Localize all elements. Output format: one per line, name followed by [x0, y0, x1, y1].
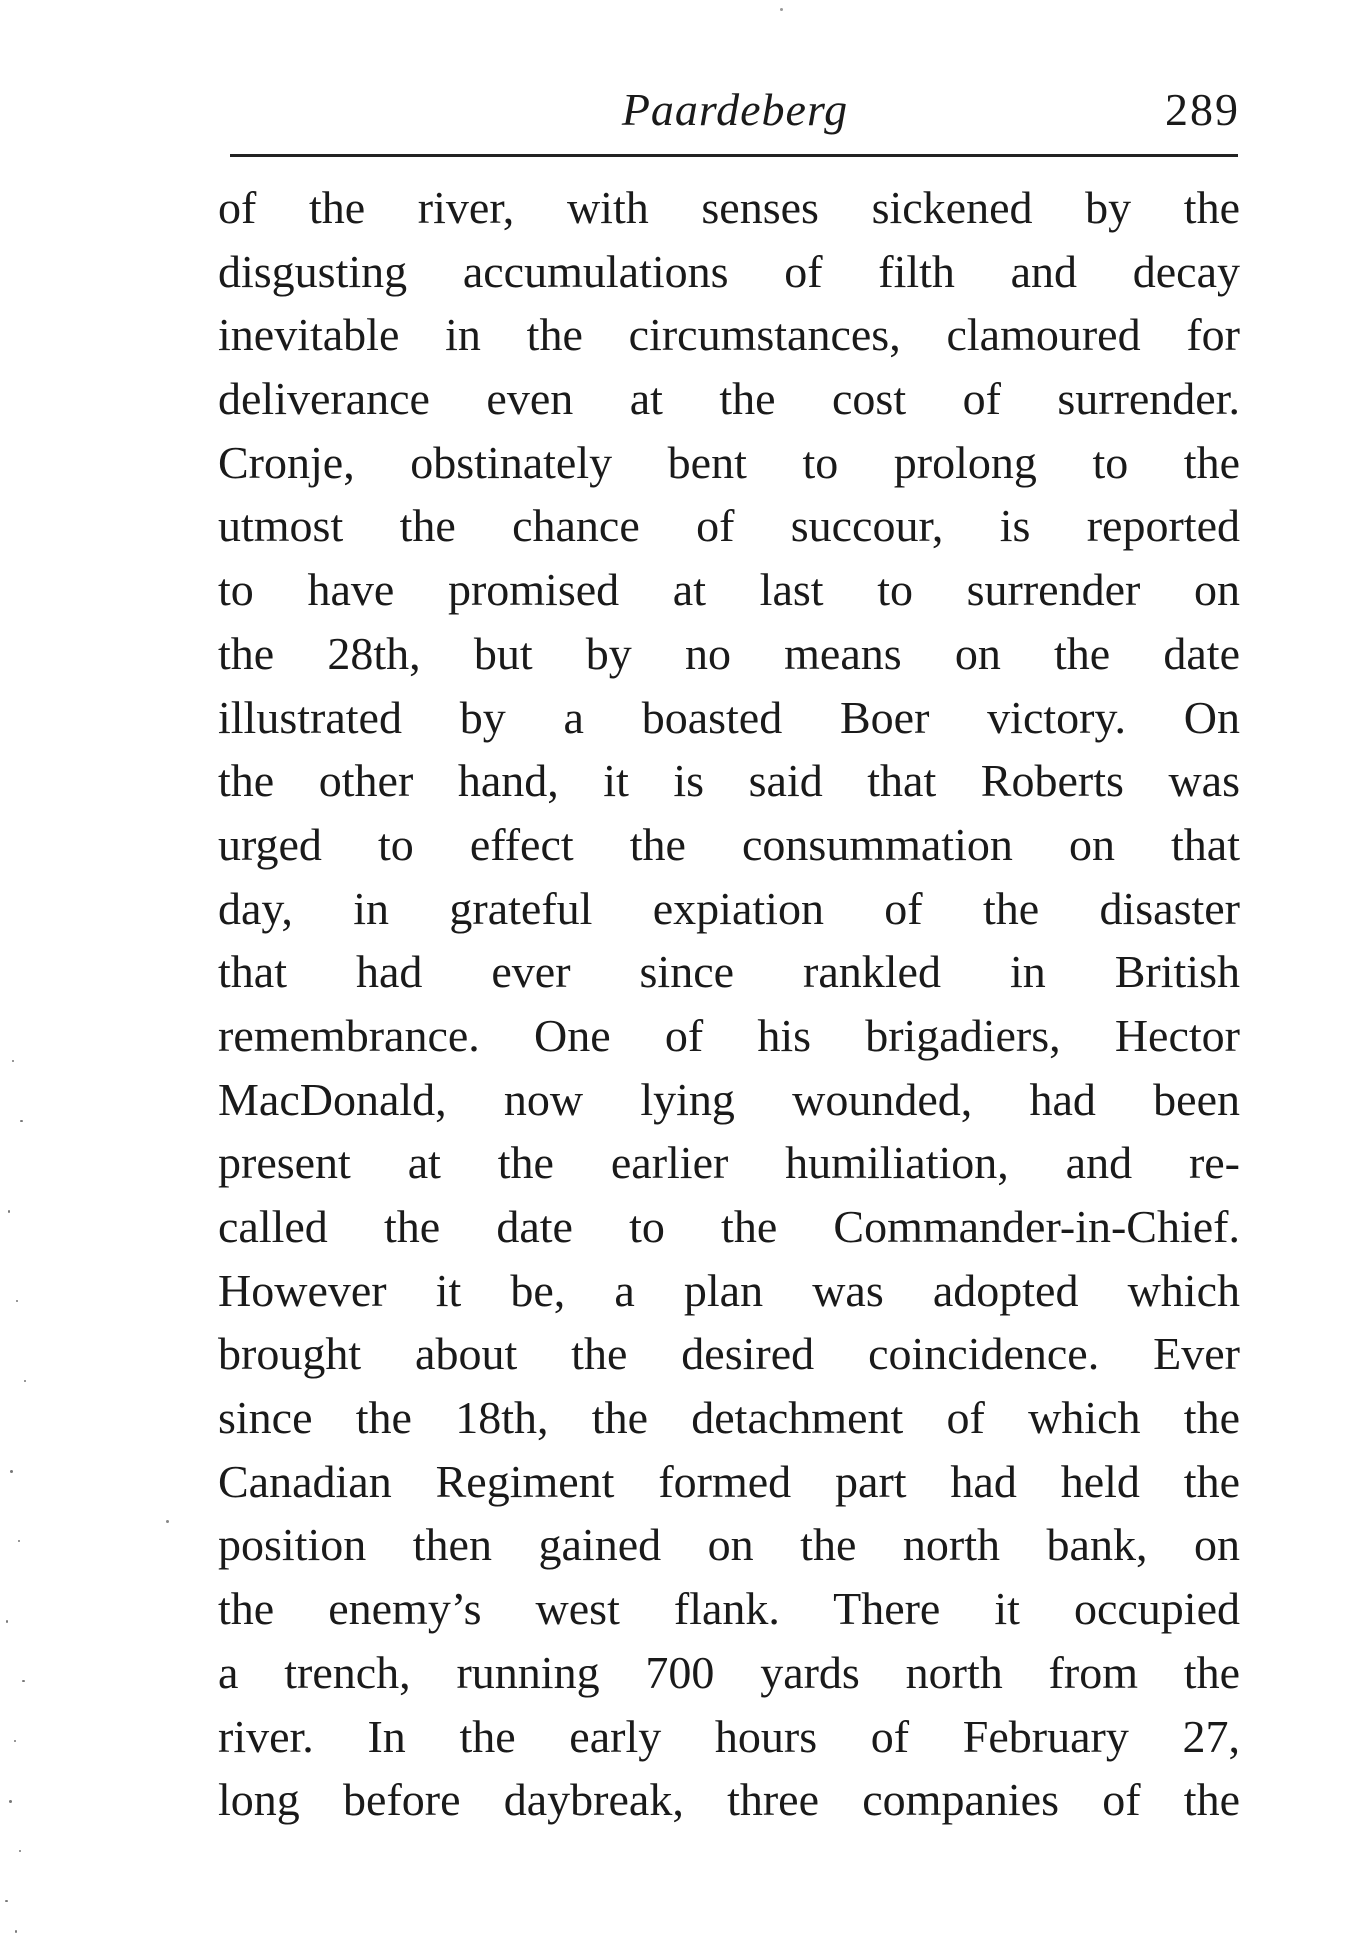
page-number: 289: [1165, 84, 1240, 135]
text-line: present at the earlier humiliation, and re-: [218, 1137, 1240, 1189]
text-line: the other hand, it is said that Roberts was: [218, 755, 1240, 807]
running-title: Paardeberg: [621, 84, 849, 135]
text-line: Canadian Regiment formed part had held the: [218, 1455, 1240, 1507]
text-line: However it be, a plan was adopted which: [218, 1264, 1240, 1316]
edge-speckle: [0, 1000, 30, 1960]
text-line: long before daybreak, three companies of the: [218, 1774, 1240, 1826]
text-line: deliverance even at the cost of surrender.: [218, 373, 1240, 425]
text-line: to have promised at last to surrender on: [218, 564, 1240, 616]
text-line: the enemy’s west flank. There it occupied: [218, 1583, 1240, 1635]
text-line: Cronje, obstinately bent to prolong to the: [218, 436, 1240, 488]
header-rule: [230, 154, 1238, 157]
text-line: called the date to the Commander-in-Chief.: [218, 1201, 1240, 1252]
text-line: position then gained on the north bank, on: [218, 1519, 1240, 1571]
text-line: urged to effect the consummation on that: [218, 818, 1240, 870]
text-line: remembrance. One of his brigadiers, Hector: [218, 1009, 1240, 1061]
text-line: day, in grateful expiation of the disaster: [218, 882, 1240, 934]
text-line: the 28th, but by no means on the date: [218, 627, 1240, 679]
text-line: utmost the chance of succour, is reported: [218, 500, 1240, 552]
body-text: [218, 176, 1240, 1832]
text-line: disgusting accumulations of filth and decay: [218, 245, 1240, 297]
text-line: MacDonald, now lying wounded, had been: [218, 1073, 1240, 1125]
text-line: of the river, with senses sickened by the: [218, 182, 1240, 233]
text-line: that had ever since rankled in British: [218, 946, 1240, 998]
text-line: a trench, running 700 yards north from the: [218, 1646, 1240, 1698]
paper-speck: [780, 8, 783, 11]
text-line: inevitable in the circumstances, clamoured for: [218, 309, 1240, 361]
running-head: [230, 80, 1240, 140]
text-line: brought about the desired coincidence. Ever: [218, 1328, 1240, 1380]
text-line: river. In the early hours of February 27,: [218, 1710, 1240, 1762]
text-line: illustrated by a boasted Boer victory. On: [218, 691, 1240, 743]
paper-speck: [166, 1520, 169, 1523]
text-line: since the 18th, the detachment of which the: [218, 1392, 1240, 1444]
